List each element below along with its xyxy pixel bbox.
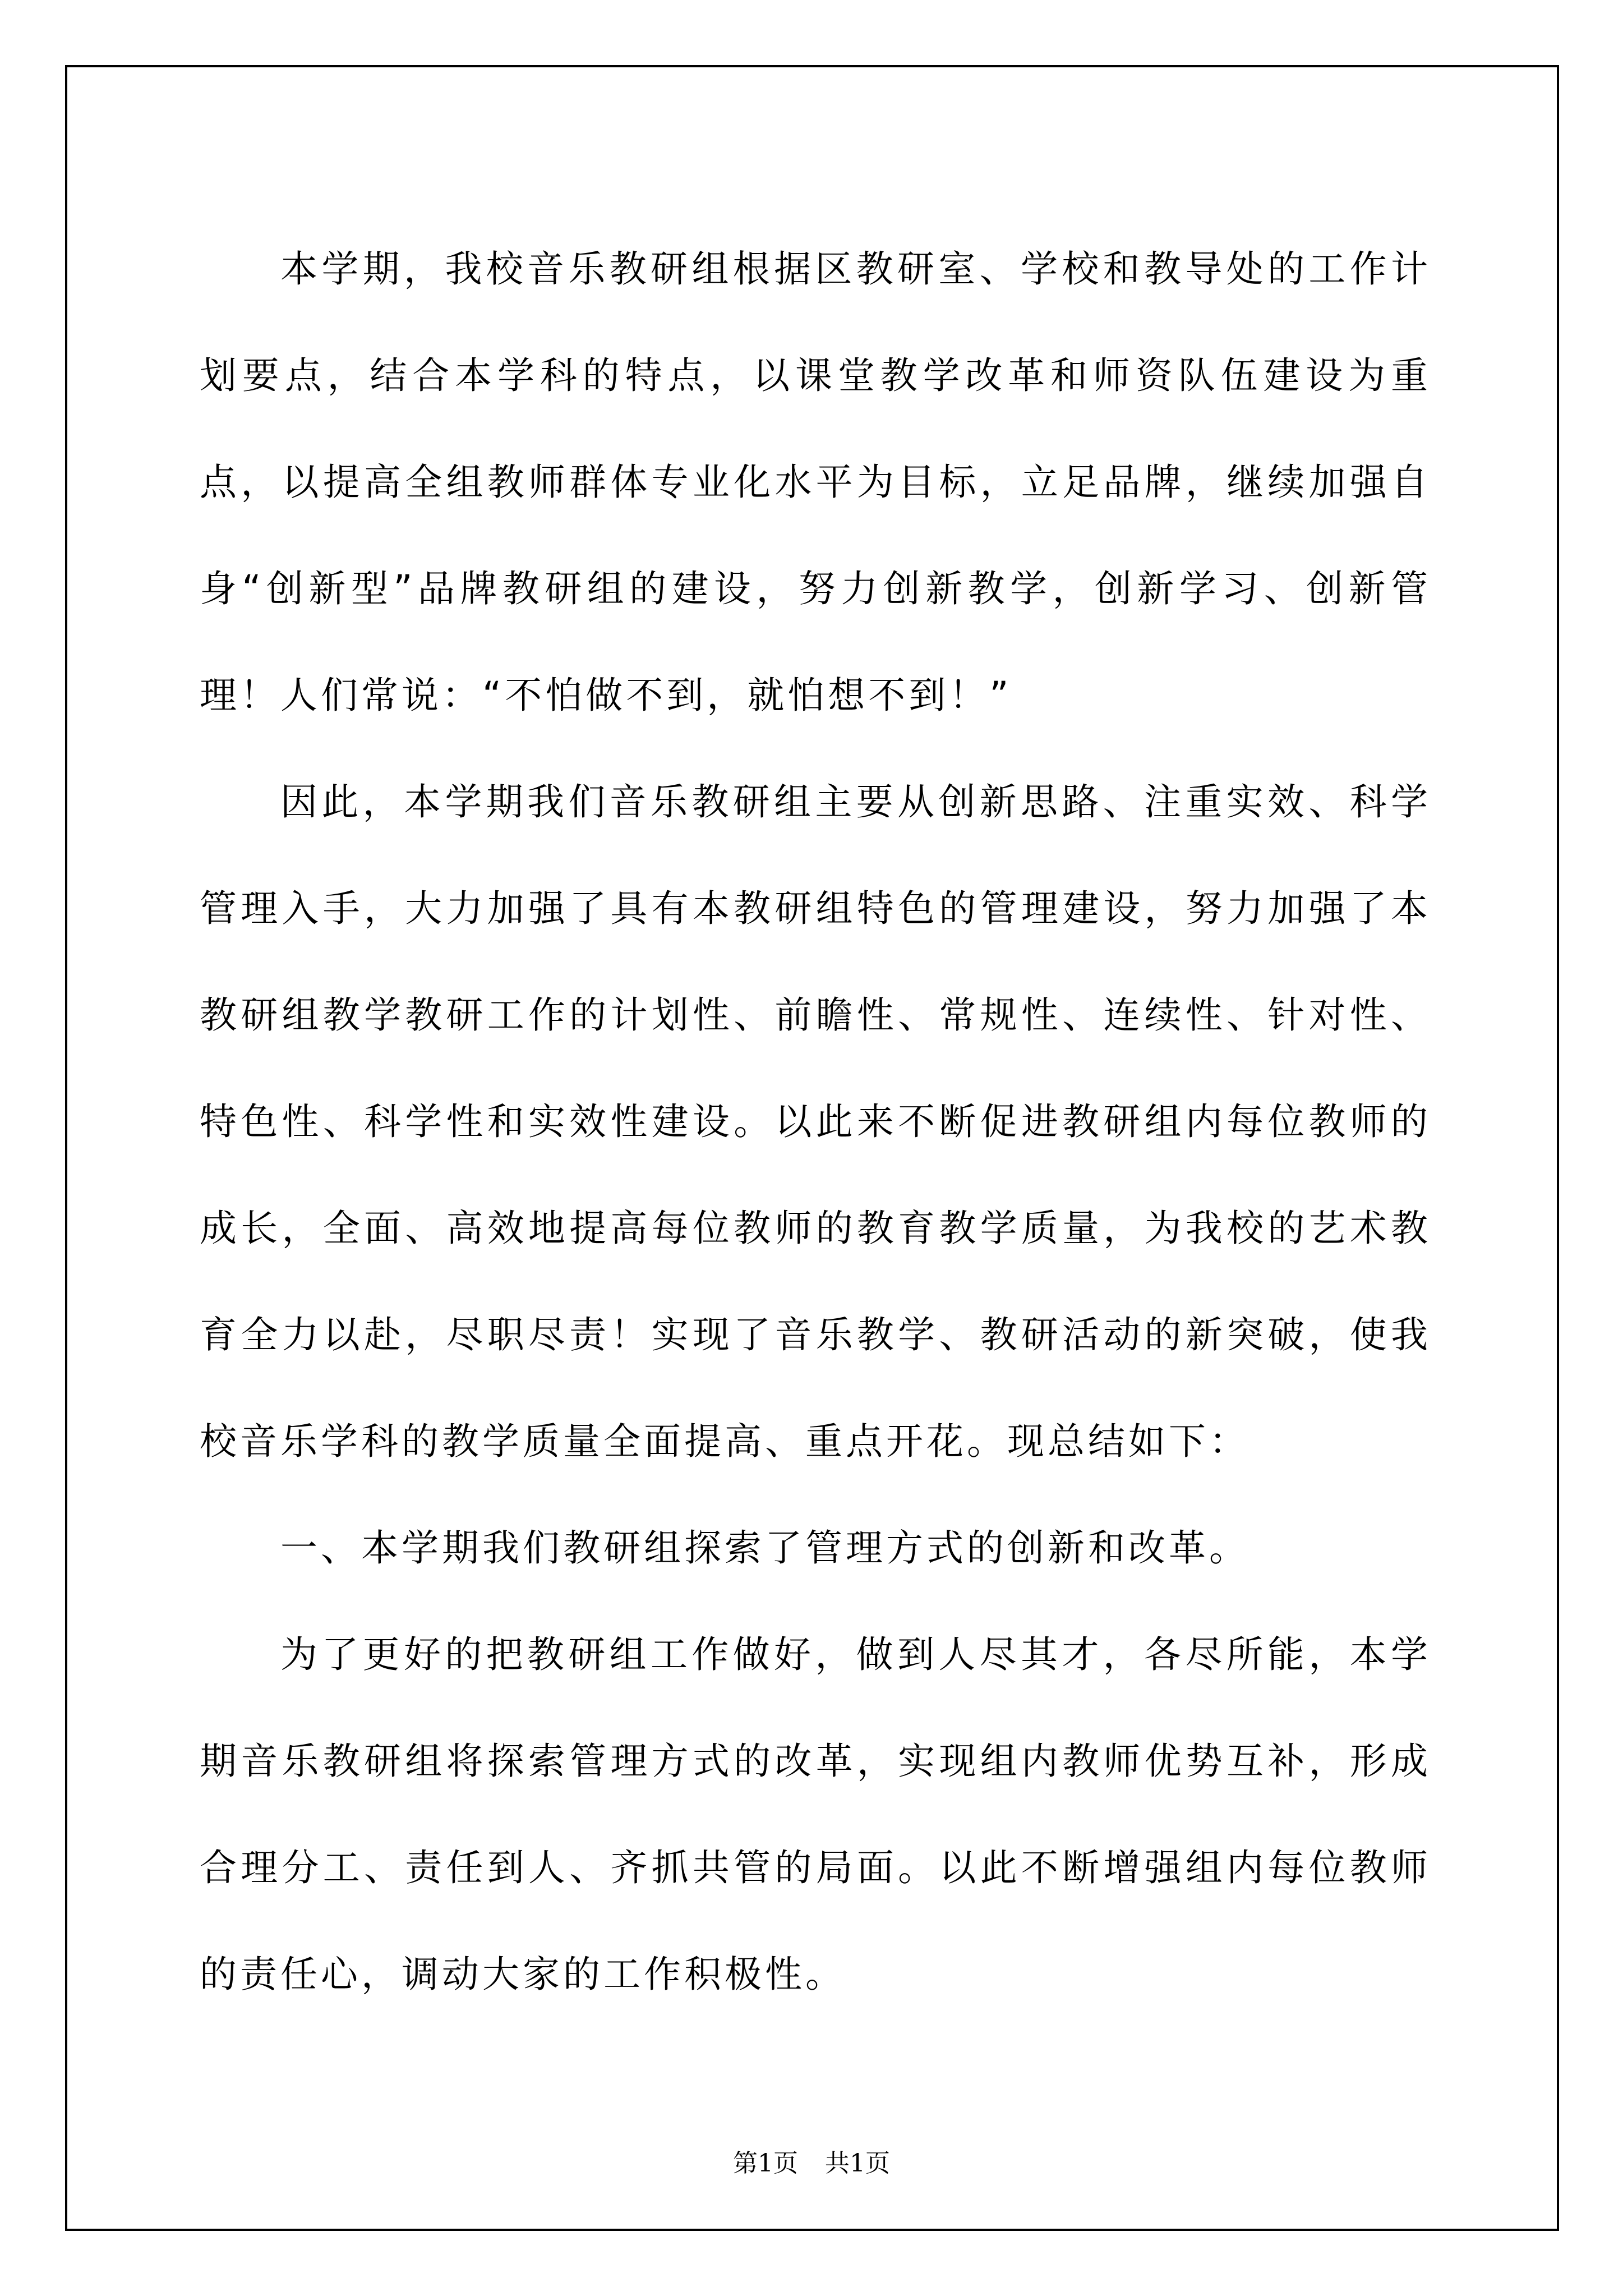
page-number-total: 共1页 [825,2149,890,2178]
page-footer [0,2143,1623,2179]
paragraph-2: 因此，本学期我们音乐教研组主要从创新思路、注重实效、科学管理入手，大力加强了具有本教研组特色的管理建设，努力加强了本教研组教学教研工作的计划性、前瞻性、常规性、连续性、针对性、特色性、科学性和实效性建设。以此来不断促进教研组内每位教师的成长，全面、高效地提高每位教师的教育教学质量，为我校的艺术教育全力以赴，尽职尽责！实现了音乐教学、教研活动的新突破，使我校音乐学科的教学质量全面提高、重点开花。现总结如下： [200,780,1431,1463]
paragraph-3: 一、本学期我们教研组探索了管理方式的创新和改革。 [280,1526,1249,1570]
paragraph-1: 本学期，我校音乐教研组根据区教研室、学校和教导处的工作计划要点，结合本学科的特点，以课堂教学改革和师资队伍建设为重点，以提高全组教师群体专业化水平为目标，立足品牌，继续加强自身“创新型”品牌教研组的建设，努力创新教学，创新学习、创新管理！人们常说：“不怕做不到，就怕想不到！” [200,247,1431,717]
document-body [200,216,1431,2028]
paragraph-4: 为了更好的把教研组工作做好，做到人尽其才，各尽所能，本学期音乐教研组将探索管理方式的改革，实现组内教师优势互补，形成合理分工、责任到人、齐抓共管的局面。以此不断增强组内每位教师的责任心，调动大家的工作积极性。 [200,1633,1431,1996]
page-number-current: 第1页 [733,2149,798,2178]
